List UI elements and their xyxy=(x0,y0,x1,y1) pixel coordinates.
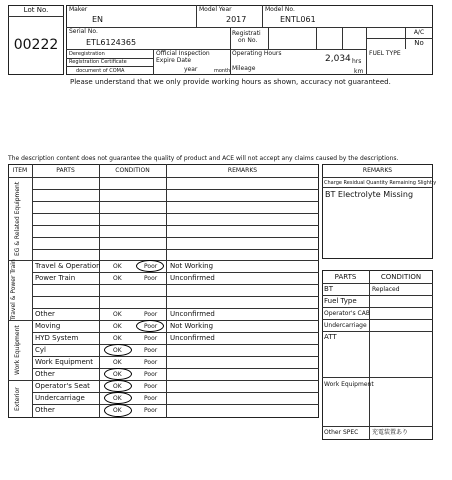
table-row-part: Other xyxy=(35,406,55,414)
table-row-remark: Unconfirmed xyxy=(170,310,215,318)
right-row-part: Other SPEC xyxy=(324,429,359,436)
poor-option: Poor xyxy=(144,311,158,318)
operating-hours-value: 2,034 xyxy=(325,54,351,64)
mileage-label: Mileage xyxy=(232,65,256,72)
table-row-part: Power Train xyxy=(35,274,76,282)
poor-option: Poor xyxy=(144,359,158,366)
section-work: Work Equipment xyxy=(14,325,21,375)
poor-option: Poor xyxy=(144,347,158,354)
poor-option: Poor xyxy=(144,323,158,330)
maker-label: Maker xyxy=(69,6,88,13)
right-row-part: ATT xyxy=(324,333,337,341)
fuel-type-label: FUEL TYPE xyxy=(369,50,401,57)
remarks-box xyxy=(322,164,433,259)
ok-selected-mark xyxy=(104,368,132,380)
table-row-part: HYD System xyxy=(35,334,79,342)
table-row-remark: Not Working xyxy=(170,262,214,270)
ok-option: OK xyxy=(113,359,122,366)
operating-hours-label: Operating Hours xyxy=(232,50,282,57)
table-row-remark: Unconfirmed xyxy=(170,274,215,282)
lot-number-label: Lot No. xyxy=(23,6,49,14)
document-label: document of COMA xyxy=(76,68,125,74)
remarks-header: REMARKS xyxy=(227,167,258,174)
table-row-part: Travel & Operation xyxy=(35,262,101,270)
section-exterior: Exterior xyxy=(14,387,21,412)
hours-notice: Please understand that we only provide working hours as shown, accuracy not guaranteed. xyxy=(70,78,391,86)
table-row-part: Moving xyxy=(35,322,61,330)
remarks-box-text: BT Electrolyte Missing xyxy=(325,190,414,199)
ac-value: No xyxy=(414,39,424,47)
ok-selected-mark xyxy=(104,344,132,356)
ok-option: OK xyxy=(113,383,122,390)
right-row-condition: 充電装置あり xyxy=(372,429,409,436)
ok-option: OK xyxy=(113,311,122,318)
right-condition-header: CONDITION xyxy=(380,273,422,281)
poor-option: Poor xyxy=(144,407,158,414)
table-row-part: Work Equipment xyxy=(35,358,93,366)
section-travel: Travel & Power Train xyxy=(10,259,17,320)
ok-option: OK xyxy=(113,347,122,354)
inspection-month-label: month xyxy=(214,68,231,74)
poor-option: Poor xyxy=(144,395,158,402)
section-eg: EG & Related Equipment xyxy=(14,181,21,257)
model-no-label: Model No. xyxy=(265,6,295,13)
ok-option: OK xyxy=(113,395,122,402)
poor-option: Poor xyxy=(144,371,158,378)
parts-header: PARTS xyxy=(56,167,75,174)
inspection-year-label: year xyxy=(184,66,198,73)
model-no-value: ENTL061 xyxy=(280,15,316,24)
right-row-condition: Replaced xyxy=(372,286,400,293)
table-row-part: Other xyxy=(35,310,55,318)
serial-no-value: ETL6124365 xyxy=(86,38,137,47)
poor-option: Poor xyxy=(144,335,158,342)
remarks-box-subheader: Charge Residual Quantity Remaining Slightly xyxy=(324,180,437,186)
poor-selected-mark xyxy=(136,260,164,272)
ok-option: OK xyxy=(113,407,122,414)
table-row-part: Cyl xyxy=(35,346,46,354)
serial-no-label: Serial No. xyxy=(69,28,98,35)
poor-option: Poor xyxy=(144,263,158,270)
deregistration-label: Deregistration xyxy=(69,51,105,57)
ac-label: A/C xyxy=(413,29,425,36)
ok-selected-mark xyxy=(104,380,132,392)
remarks-box-header: REMARKS xyxy=(362,167,393,174)
inspection-label: Official Inspection Expire Date xyxy=(156,50,210,64)
ok-option: OK xyxy=(113,263,122,270)
ok-option: OK xyxy=(113,335,122,342)
table-row-part: Operator's Seat xyxy=(35,382,90,390)
condition-header: CONDITION xyxy=(115,167,150,174)
ok-selected-mark xyxy=(104,392,132,404)
table-row-part: Undercarriage xyxy=(35,394,85,402)
model-year-value: 2017 xyxy=(226,15,247,24)
registration-no-label: Registrati on No. xyxy=(232,30,261,44)
hrs-label: hrs xyxy=(352,58,362,65)
table-row-remark: Not Working xyxy=(170,322,214,330)
lot-number: 00222 xyxy=(13,37,59,53)
ok-option: OK xyxy=(113,371,122,378)
poor-selected-mark xyxy=(136,320,164,332)
registration-certificate-label: Registration Certificate xyxy=(69,59,127,65)
right-row-part: Operator's CAB xyxy=(324,310,370,317)
right-row-part: BT xyxy=(324,285,334,293)
right-row-part: Fuel Type xyxy=(324,297,357,305)
ok-selected-mark xyxy=(104,404,132,417)
disclaimer: The description content does not guarantee the quality of product and ACE will not accept any claims caused by the descriptions. xyxy=(8,155,399,162)
table-row-remark: Unconfirmed xyxy=(170,334,215,342)
km-label: km xyxy=(354,68,364,75)
right-row-part: Work Equipment xyxy=(324,381,374,388)
ok-option: OK xyxy=(113,275,122,282)
ok-option: OK xyxy=(113,323,122,330)
model-year-label: Model Year xyxy=(199,6,232,13)
poor-option: Poor xyxy=(144,275,158,282)
right-row-part: Undercarriage xyxy=(324,322,367,329)
item-header: ITEM xyxy=(12,167,28,174)
table-row-part: Other xyxy=(35,370,55,378)
right-parts-header: PARTS xyxy=(334,273,357,281)
maker-value: EN xyxy=(92,15,104,24)
poor-option: Poor xyxy=(144,383,158,390)
